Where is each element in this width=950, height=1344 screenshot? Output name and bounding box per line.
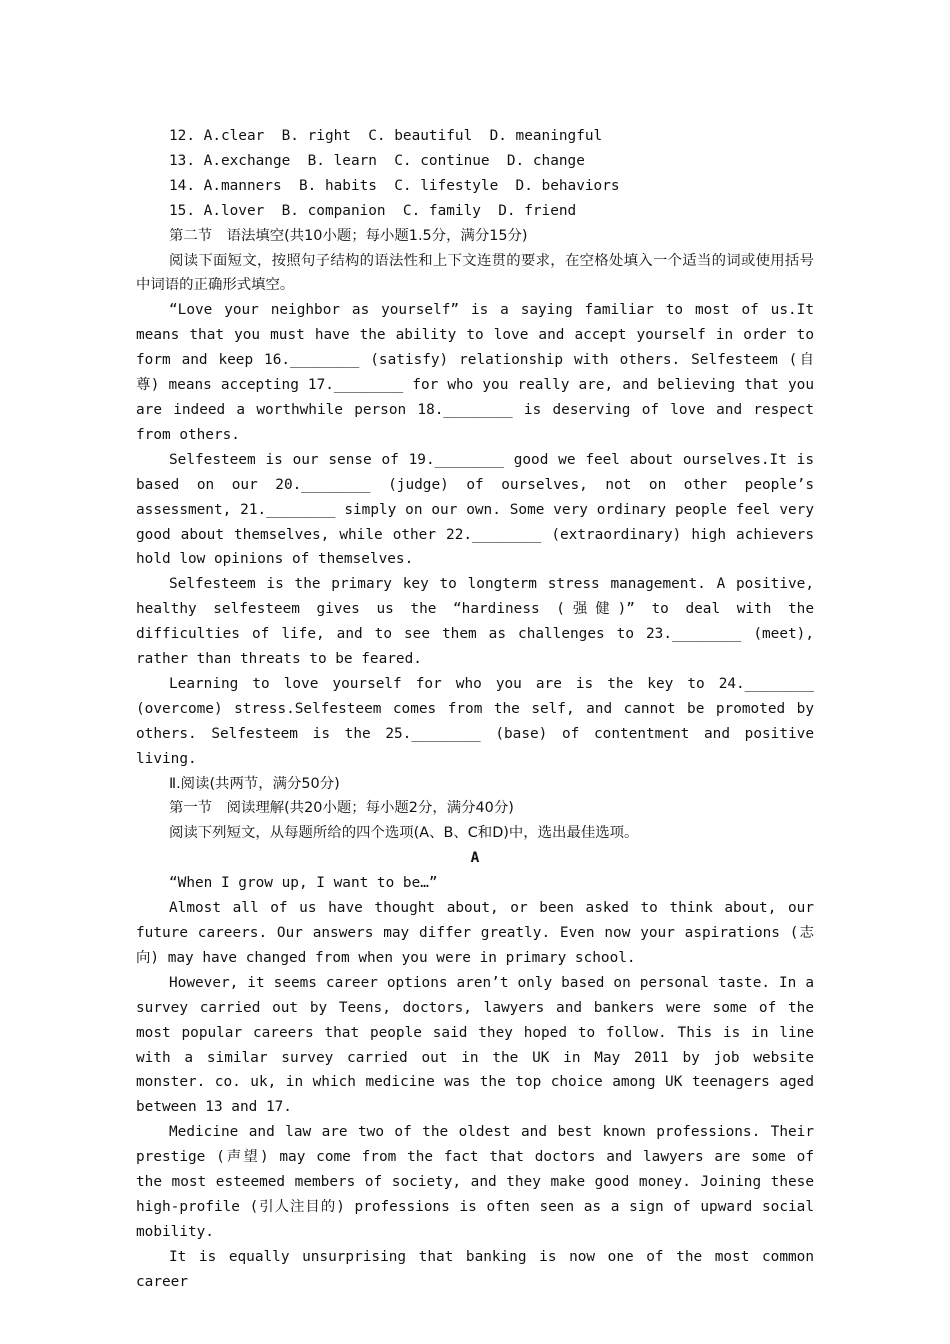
section1-title: 第一节 阅读理解(共20小题；每小题2分，满分40分) bbox=[169, 800, 514, 817]
grammar-paragraph-4: Learning to love yourself for who you are is the key to 24.________ (overcome) stress.Selfesteem comes from the self, and cannot be promoted by others. Selfesteem is the 25.________ (base) of contentment and positive living. bbox=[136, 675, 823, 767]
grammar-paragraph-3: Selfesteem is the primary key to longterm stress management. A positive, healthy selfesteem gives us the “hardiness (强健)” to deal with the difficulties of life, and to see them as challenges to 23.________ (meet), rather than threats to be feared. bbox=[136, 576, 823, 668]
section1-instruction: 阅读下列短文，从每题所给的四个选项(A、B、C和D)中，选出最佳选项。 bbox=[169, 825, 639, 842]
passage-paragraph-1: Almost all of us have thought about, or been asked to think about, our future careers. Our answers may differ greatly. Even now your aspirations (志向) may have changed from when you were in primary school. bbox=[136, 900, 823, 966]
passage-paragraph-3: Medicine and law are two of the oldest and best known professions. Their prestige (声望) may come from the fact that doctors and lawyers are some of the most esteemed members of society, and they make good money. Joining these high-profile (引人注目的) professions is often seen as a sign of upward social mobility. bbox=[136, 1124, 823, 1240]
option-line-14: 14. A.manners B. habits C. lifestyle D. behaviors bbox=[169, 177, 620, 194]
option-line-13: 13. A.exchange B. learn C. continue D. change bbox=[169, 152, 585, 169]
passage-paragraph-4: It is equally unsurprising that banking is now one of the most common career bbox=[136, 1248, 823, 1290]
grammar-paragraph-2: Selfesteem is our sense of 19.________ good we feel about ourselves.It is based on our 20.________ (judge) of ourselves, not on other people’s assessment, 21.________ simply on our own. Some very ordinary people feel very good about themselves, while other 22.________ (extraordinary) high achievers hold low opinions of themselves. bbox=[136, 451, 823, 568]
option-line-12: 12. A.clear B. right C. beautiful D. meaningful bbox=[169, 128, 603, 144]
grammar-paragraph-1: “Love your neighbor as yourself” is a saying familiar to most of us.It means that you must have the ability to love and accept yourself in order to form and keep 16.________ (satisfy) relationship with others. Selfesteem (自尊) means accepting 17.________ for who you really are, and believing that you are indeed a worthwhile person 18.________ is deserving of love and respect from others. bbox=[136, 302, 823, 443]
section2-title: 第二节 语法填空(共10小题；每小题1.5分，满分15分) bbox=[169, 227, 528, 244]
part2-title: Ⅱ.阅读(共两节，满分50分) bbox=[169, 775, 340, 792]
section2-instruction: 阅读下面短文，按照句子结构的语法性和上下文连贯的要求，在空格处填入一个适当的词或使用括号中词语的正确形式填空。 bbox=[136, 252, 814, 294]
passage-label: A bbox=[470, 850, 480, 867]
option-line-15: 15. A.lover B. companion C. family D. friend bbox=[169, 202, 577, 219]
document-page bbox=[136, 124, 823, 1295]
passage-title: “When I grow up, I want to be…” bbox=[169, 875, 438, 892]
passage-paragraph-2: However, it seems career options aren’t only based on personal taste. In a survey carried out by Teens, doctors, lawyers and bankers were some of the most popular careers that people said they hoped to follow. This is in line with a similar survey carried out in the UK in May 2011 by job website monster. co. uk, in which medicine was the top choice among UK teenagers aged between 13 and 17. bbox=[136, 974, 823, 1116]
